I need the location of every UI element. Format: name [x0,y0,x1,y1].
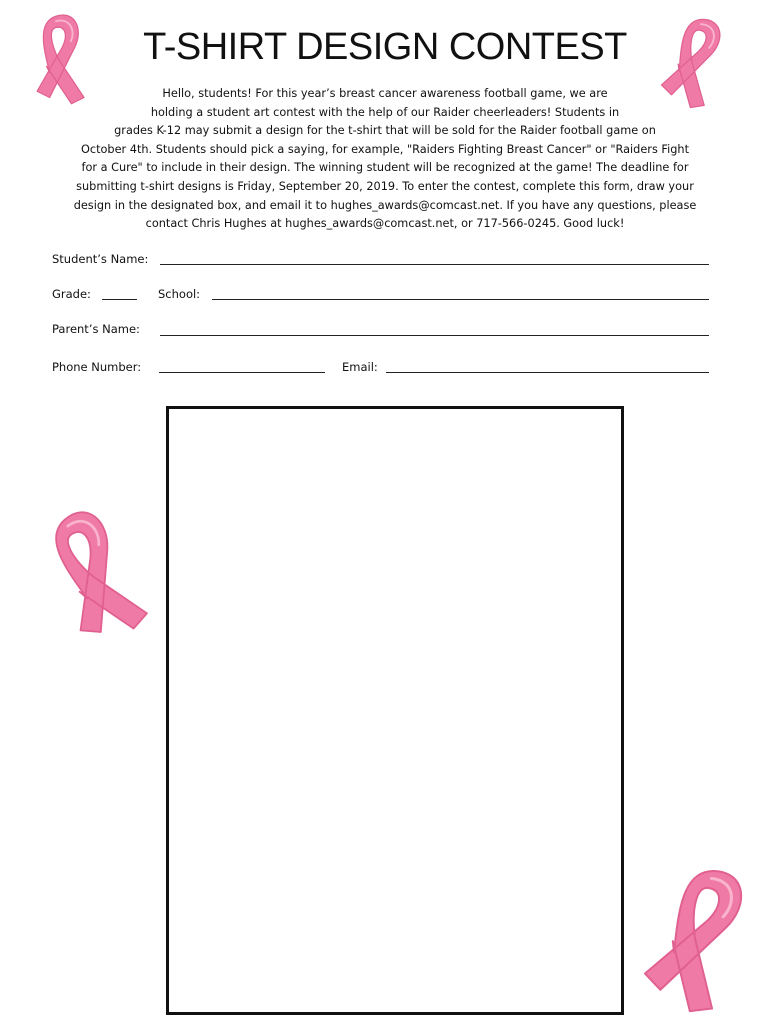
intro-line: submitting t-shirt designs is Friday, September 20, 2019. To enter the contest, complete this form, draw your [76,179,694,193]
intro-line: for a Cure" to include in their design. The winning student will be recognized at the game! The deadline for [81,161,689,175]
phone-label: Phone Number: [52,360,142,374]
intro-line: October 4th. Students should pick a saying, for example, "Raiders Fighting Breast Cancer" or "Raiders Fight [80,142,689,156]
phone-field[interactable] [159,372,325,373]
pink-ribbon-icon [615,842,770,1035]
email-label: Email: [342,360,378,374]
school-label: School: [158,287,201,301]
grade-field[interactable] [102,299,137,300]
grade-label: Grade: [52,287,91,301]
student-name-field[interactable] [160,264,709,265]
intro-line: design in the designated box, and email it to hughes_awards@comcast.net. If you have any questions, please [73,198,697,212]
pink-ribbon-icon [15,489,171,665]
intro-line: grades K-12 may submit a design for the t-shirt that will be sold for the Raider football game on [114,124,656,138]
student-name-label: Student’s Name: [52,252,149,266]
design-drawing-box[interactable] [166,406,624,1015]
intro-paragraph [48,85,722,234]
parent-name-field[interactable] [160,335,709,336]
intro-line: Hello, students! For this year’s breast cancer awareness football game, we are [162,87,608,100]
school-field[interactable] [212,299,709,300]
intro-line: holding a student art contest with the help of our Raider cheerleaders! Students in [150,105,620,119]
page-title: T-SHIRT DESIGN CONTEST [143,26,627,68]
email-field[interactable] [386,372,709,373]
intro-line: contact Chris Hughes at hughes_awards@comcast.net, or 717-566-0245. Good luck! [145,217,625,231]
parent-name-label: Parent’s Name: [52,322,140,336]
